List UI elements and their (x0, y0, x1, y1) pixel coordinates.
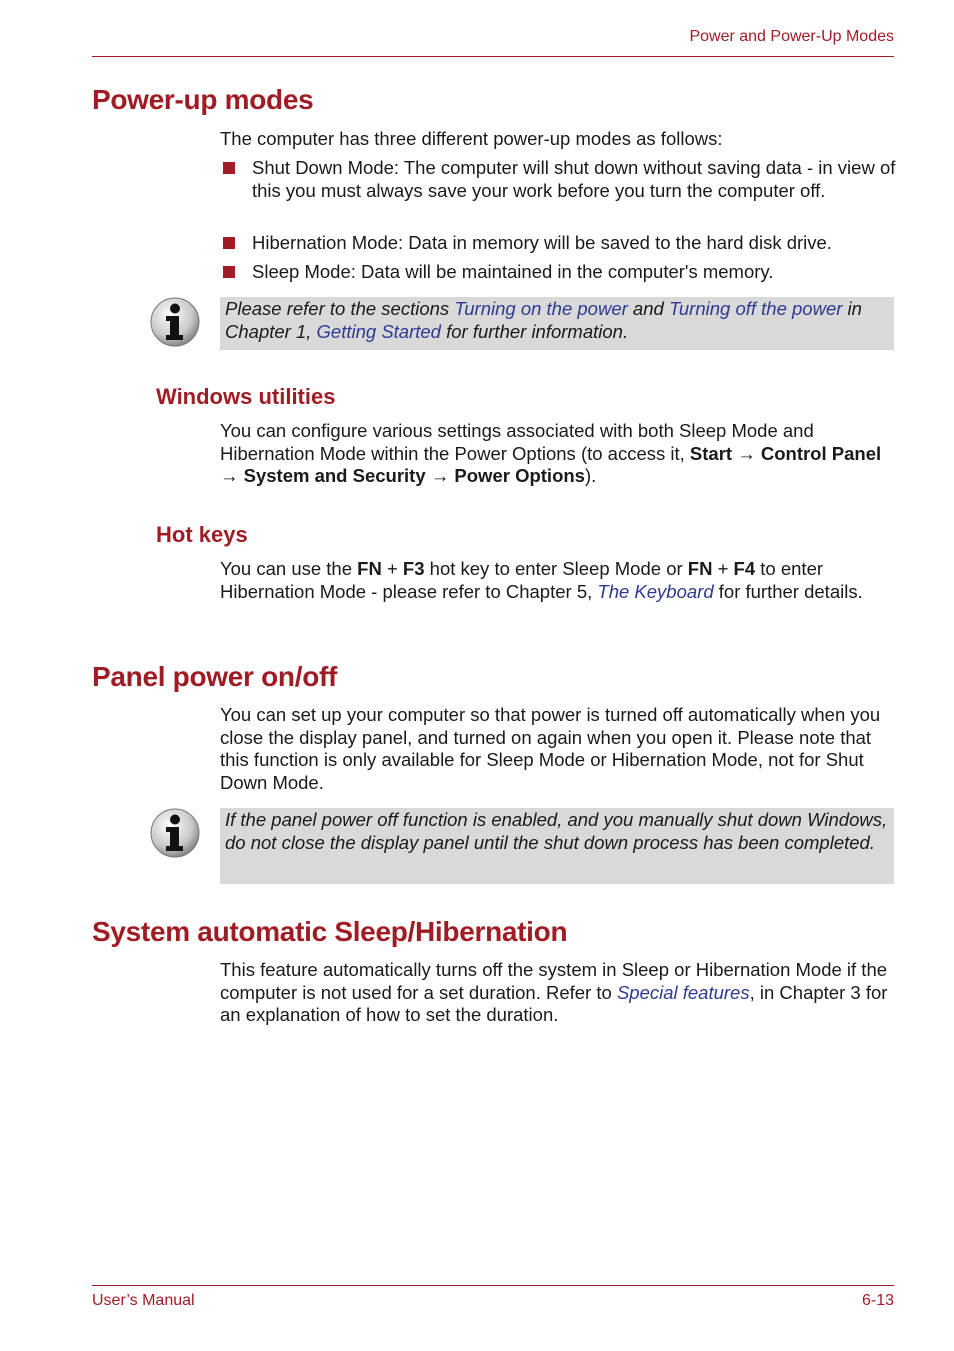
list-item: Sleep Mode: Data will be maintained in the computer's memory. (220, 261, 896, 284)
auto-sleep-body: This feature automatically turns off the system in Sleep or Hibernation Mode if the computer is not used for a set duration. Refer to Special features, in Chapter 3 for an explanation of how to set the duration. (220, 959, 888, 1026)
list-item: Hibernation Mode: Data in memory will be saved to the hard disk drive. (220, 232, 896, 255)
heading-windows-utilities: Windows utilities (156, 384, 336, 409)
heading-hot-keys: Hot keys (156, 522, 248, 547)
link-special-features[interactable]: Special features (616, 981, 750, 1003)
bullet-square-icon (223, 266, 235, 278)
page-number: 6-13 (861, 1292, 894, 1309)
link-turning-off-power[interactable]: Turning off the power (668, 298, 843, 319)
info-icon (150, 808, 200, 858)
heading-power-up-modes: Power-up modes (92, 84, 314, 115)
arrow-icon: → (220, 465, 239, 487)
link-the-keyboard[interactable]: The Keyboard (597, 580, 714, 602)
note-box: If the panel power off function is enabled, and you manually shut down Windows, do not close the display panel until the shut down process has been completed. (220, 808, 894, 884)
info-icon (150, 297, 200, 347)
hot-keys-body: You can use the FN + F3 hot key to enter Sleep Mode or FN + F4 to enter Hibernation Mode - please refer to Chapter 5, The Keyboard for further details. (220, 558, 863, 602)
note-box: Please refer to the sections Turning on the power and Turning off the power in Chapter 1, Getting Started for further information. (220, 297, 894, 350)
arrow-icon: → (737, 442, 756, 464)
list-item: Shut Down Mode: The computer will shut down without saving data - in view of this you must always save your work before you turn the computer off. (220, 157, 896, 202)
panel-power-body: You can set up your computer so that power is turned off automatically when you close the display panel, and turned on again when you open it. Please note that this function is only available for Sleep Mode or Hibernation Mode, not for Shut Down Mode. (220, 704, 881, 793)
bullet-square-icon (223, 237, 235, 249)
link-turning-on-power[interactable]: Turning on the power (454, 298, 628, 319)
windows-utilities-body: You can configure various settings associated with both Sleep Mode and Hibernation Mode within the Power Options (to access it, Start → Control Panel → System and Security → Power Options). (220, 420, 882, 487)
bullet-square-icon (223, 162, 235, 174)
running-header: Power and Power-Up Modes (689, 28, 894, 45)
heading-auto-sleep: System automatic Sleep/Hibernation (92, 916, 568, 947)
header-rule (92, 56, 894, 57)
heading-panel-power: Panel power on/off (92, 661, 338, 692)
footer-rule (92, 1285, 894, 1286)
arrow-icon: → (430, 465, 450, 487)
link-getting-started[interactable]: Getting Started (316, 320, 441, 342)
power-up-intro: The computer has three different power-up modes as follows: (220, 128, 723, 149)
footer-manual-title: User’s Manual (92, 1292, 195, 1309)
